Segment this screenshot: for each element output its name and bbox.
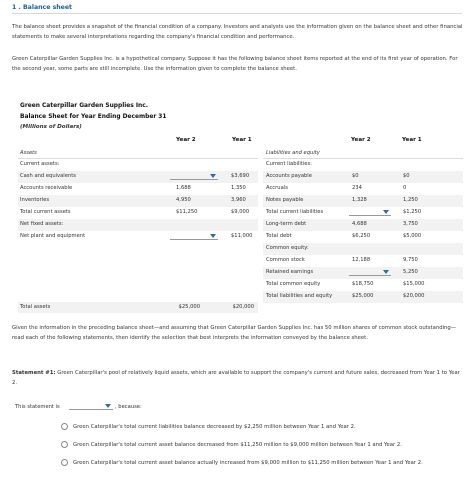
intro-paragraph-2: Green Caterpillar Garden Supplies Inc. is a hypothetical company. Suppose it has the following balance sheet items reported at the end of its first year of operation. For the second year, some parts are still incomplete. Use the information given to complete the balance sheet. — [12, 56, 458, 72]
liab-divider — [263, 158, 463, 159]
liability-year2-value: $18,750 — [352, 281, 374, 287]
liability-row-label: Accruals — [266, 185, 288, 191]
liability-year1-value: 3,750 — [403, 221, 418, 227]
units-label: (Millions of Dollars) — [20, 124, 82, 130]
chevron-down-icon — [383, 210, 389, 214]
asset-row-label: Inventories — [20, 197, 50, 203]
liability-year2-value: 12,188 — [352, 257, 371, 263]
liability-row-label: Notes payable — [266, 197, 304, 203]
asset-row-label: Accounts receivable — [20, 185, 73, 191]
assets-col-year2: Year 2 — [176, 137, 196, 143]
liab-col-year2: Year 2 — [351, 137, 371, 143]
asset-year2-dropdown[interactable] — [170, 173, 218, 180]
liability-row-label: Common equity: — [266, 245, 309, 251]
statement-1-text: Green Caterpillar's pool of relatively liquid assets, which are available to support the company's current and future sales, decreased from Year 1 to Year 2. — [12, 370, 460, 386]
asset-row-label: Current assets: — [20, 161, 60, 167]
statement-1 — [12, 368, 464, 388]
total-assets-year2: $25,000 — [178, 304, 200, 310]
asset-row-label: Total current assets — [20, 209, 71, 215]
liability-year1-value: 9,750 — [403, 257, 418, 263]
asset-year2-value: 4,950 — [176, 197, 191, 203]
asset-year2-value: 1,688 — [176, 185, 191, 191]
asset-year2-value: $11,250 — [176, 209, 198, 215]
option-2-text: Green Caterpillar's total current asset balance decreased from $11,250 million to $9,000 million between Year 1 and Year 2. — [73, 442, 402, 448]
liability-year2-value: $0 — [352, 173, 359, 179]
asset-row-label: Net fixed assets: — [20, 221, 64, 227]
liability-row-label: Common stock — [266, 257, 305, 263]
liability-row-label: Retained earnings — [266, 269, 314, 275]
liability-year1-value: $5,000 — [403, 233, 422, 239]
intro-paragraph-1: The balance sheet provides a snapshot of the financial condition of a company. Investors and analysts use the information given on the balance sheet and other financial statements to make several interpretations regarding the company's financial condition and performance. — [12, 24, 463, 40]
liability-year2-value: 1,328 — [352, 197, 367, 203]
liability-year1-value: 5,250 — [403, 269, 418, 275]
liability-year1-value: $1,250 — [403, 209, 422, 215]
asset-year1-value: 1,350 — [231, 185, 246, 191]
chevron-down-icon — [210, 234, 216, 238]
asset-year2-dropdown[interactable] — [170, 233, 218, 240]
liability-row-label: Total current liabilities — [266, 209, 324, 215]
option-3-radio[interactable] — [61, 459, 68, 466]
statement-title: Balance Sheet for Year Ending December 31 — [20, 114, 167, 120]
asset-row-label: Net plant and equipment — [20, 233, 86, 239]
option-1-radio[interactable] — [61, 423, 68, 430]
chevron-down-icon — [210, 174, 216, 178]
liability-row-label: Total liabilities and equity — [266, 293, 333, 299]
liability-year1-value: $0 — [403, 173, 410, 179]
liability-row-label: Accounts payable — [266, 173, 312, 179]
title-divider — [12, 13, 462, 14]
liability-year2-value: 4,688 — [352, 221, 367, 227]
assets-header: Assets — [20, 150, 37, 156]
option-1-text: Green Caterpillar's total current liabilities balance decreased by $2,250 million between Year 1 and Year 2. — [73, 424, 356, 430]
liability-year2-value: $25,000 — [352, 293, 374, 299]
followup-paragraph: Given the information in the preceding balance sheet—and assuming that Green Caterpillar Garden Supplies Inc. has 50 million shares of common stock outstanding—read each of the following statements, then identify the selection that best interprets the information conveyed by the balance sheet. — [12, 325, 457, 341]
assets-divider — [18, 158, 258, 159]
liability-year2-value: $6,250 — [352, 233, 371, 239]
asset-row-shade — [18, 195, 258, 207]
liability-year1-value: $15,000 — [403, 281, 425, 287]
asset-year1-value: 3,960 — [231, 197, 246, 203]
chevron-down-icon — [105, 404, 111, 408]
liability-year1-value: 0 — [403, 185, 407, 191]
because-label: , because: — [115, 404, 142, 410]
total-assets-label: Total assets — [20, 304, 51, 310]
liability-year2-dropdown[interactable] — [349, 209, 391, 216]
asset-year1-value: $11,000 — [231, 233, 253, 239]
asset-year1-value: $3,690 — [231, 173, 250, 179]
liability-year1-value: 1,250 — [403, 197, 418, 203]
liability-row-label: Total debt — [266, 233, 292, 239]
option-3-text: Green Caterpillar's total current asset balance actually increased from $9,000 million to $11,250 million between Year 1 and Year 2. — [73, 460, 423, 466]
liability-row-label: Total common equity — [266, 281, 321, 287]
liability-year1-value: $20,000 — [403, 293, 425, 299]
option-2-radio[interactable] — [61, 441, 68, 448]
liab-col-year1: Year 1 — [402, 137, 422, 143]
liability-year2-dropdown[interactable] — [349, 269, 391, 276]
liabilities-header: Liabilities and equity — [266, 150, 320, 156]
liability-row-label: Current liabilities: — [266, 161, 312, 167]
assets-col-year1: Year 1 — [232, 137, 252, 143]
statement-1-dropdown[interactable] — [69, 403, 113, 410]
liability-row-label: Long-term debt — [266, 221, 307, 227]
asset-row-label: Cash and equivalents — [20, 173, 76, 179]
total-assets-year1: $20,000 — [232, 304, 254, 310]
this-statement-label: This statement is — [15, 404, 60, 410]
chevron-down-icon — [383, 270, 389, 274]
company-name: Green Caterpillar Garden Supplies Inc. — [20, 103, 148, 109]
statement-1-label: Statement #1: — [12, 370, 56, 376]
liability-year2-value: 234 — [352, 185, 362, 191]
question-title: 1 . Balance sheet — [12, 4, 73, 11]
asset-year1-value: $9,000 — [231, 209, 250, 215]
